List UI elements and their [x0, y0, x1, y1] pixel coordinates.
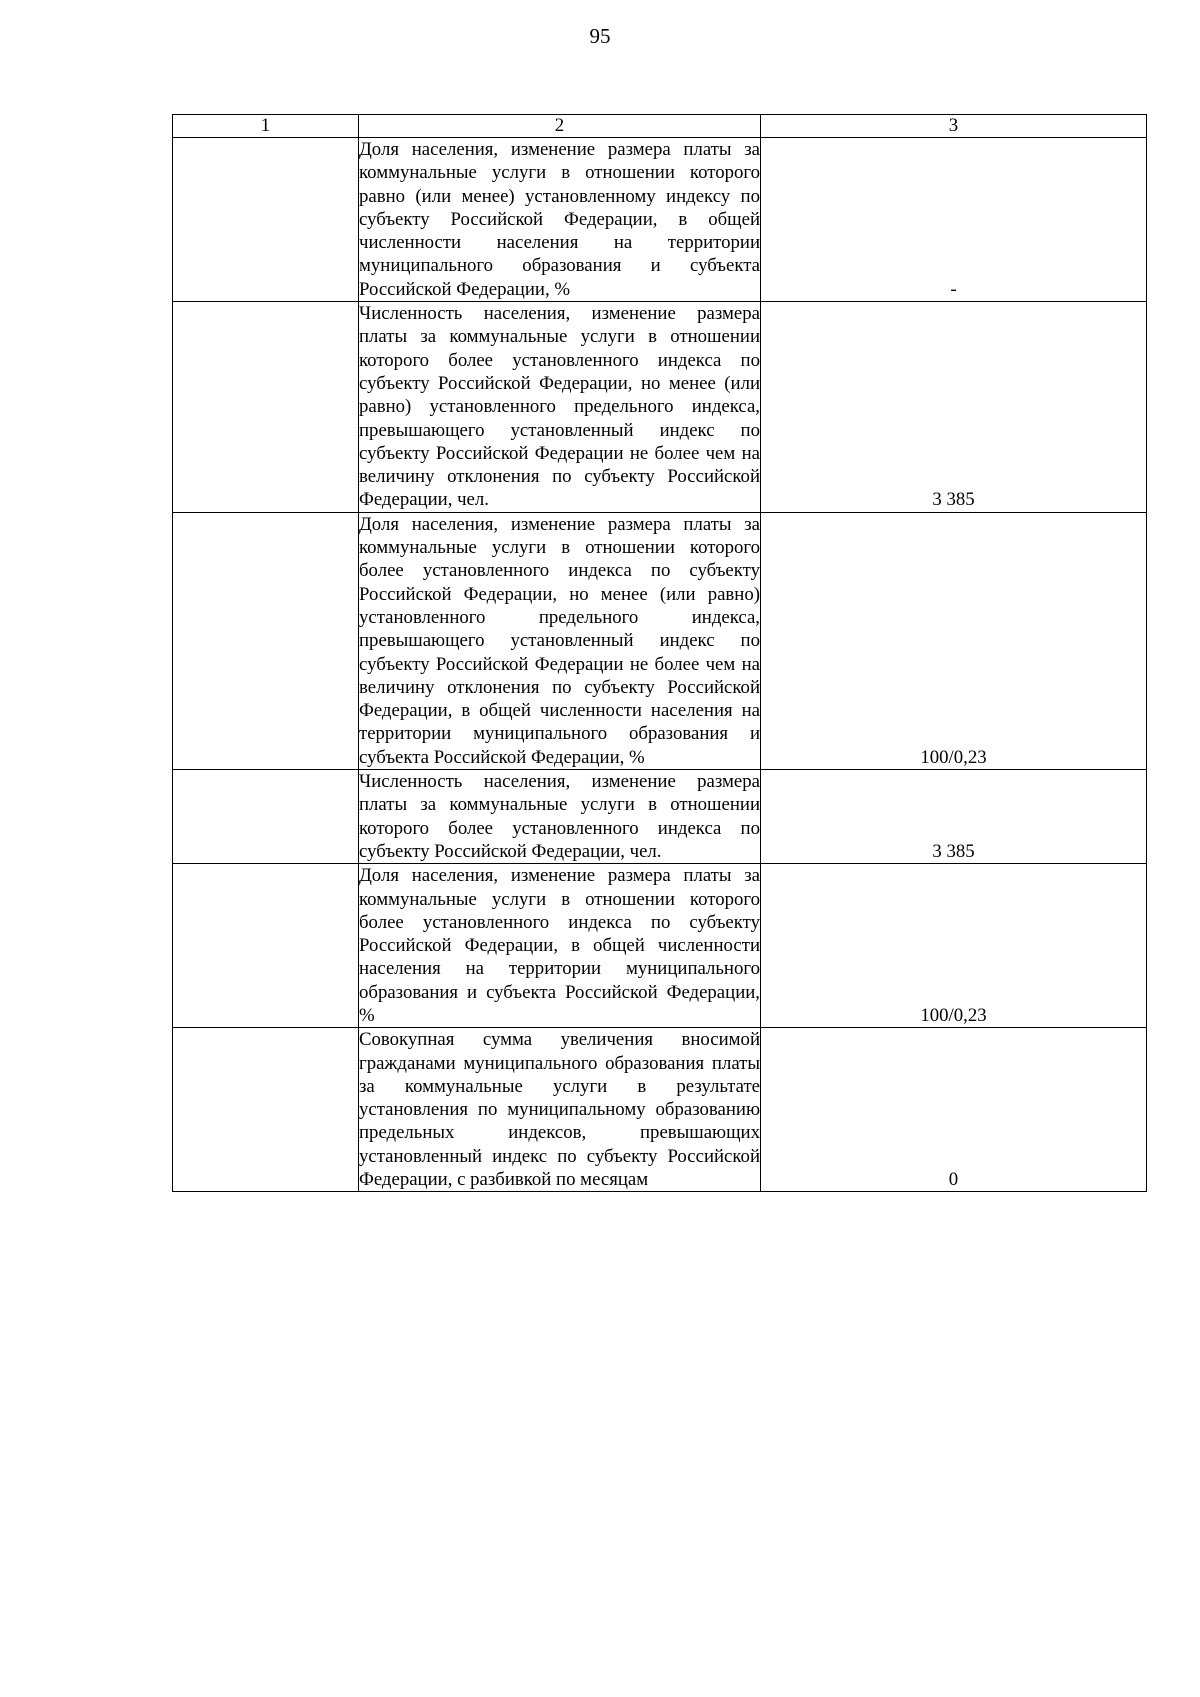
row-col1-cell — [173, 138, 359, 302]
indicator-value: 100/0,23 — [761, 512, 1147, 769]
indicator-description: Численность населения, изменение размера платы за коммунальные услуги в отношении которого более установленного индекса по субъекту Российской Федерации, чел. — [359, 771, 760, 862]
indicator-value: 0 — [761, 1028, 1147, 1192]
indicator-description: Совокупная сумма увеличения вносимой гражданами муниципального образования платы за коммунальные услуги в результате установления по муниципальному образованию предельных индексов, превышающих установленный индекс по субъекту Российской Федерации, с разбивкой по месяцам — [359, 1029, 760, 1191]
indicator-description: Численность населения, изменение размера платы за коммунальные услуги в отношении которого более установленного индекса по субъекту Российской Федерации, но менее (или равно) установленного предельного индекса, превышающего установленный индекс по субъекту Российской Федерации не более чем на величину отклонения по субъекту Российской Федерации, чел. — [359, 303, 760, 511]
indicator-value: 3 385 — [761, 770, 1147, 864]
table-row — [173, 302, 1147, 513]
column-header-1: 1 — [173, 115, 359, 138]
row-col1-cell — [173, 770, 359, 864]
indicators-table — [172, 114, 1147, 1192]
row-col1-cell — [173, 1028, 359, 1192]
page-number: 95 — [589, 24, 611, 48]
table-header-row — [173, 115, 1147, 138]
indicator-description: Доля населения, изменение размера платы за коммунальные услуги в отношении которого равно (или менее) установленному индексу по субъекту Российской Федерации, в общей численности населения на территории муниципального образования и субъекта Российской Федерации, % — [359, 139, 760, 300]
table-row — [173, 138, 1147, 302]
row-col1-cell — [173, 512, 359, 769]
column-header-3: 3 — [761, 115, 1147, 138]
column-header-2: 2 — [359, 115, 761, 138]
table-row — [173, 1028, 1147, 1192]
row-col1-cell — [173, 864, 359, 1028]
indicator-value: - — [761, 138, 1147, 302]
indicator-description: Доля населения, изменение размера платы за коммунальные услуги в отношении которого более установленного индекса по субъекту Российской Федерации, в общей численности населения на территории муниципального образования и субъекта Российской Федерации, % — [359, 865, 760, 1026]
table-row — [173, 864, 1147, 1028]
indicator-value: 100/0,23 — [761, 864, 1147, 1028]
table-row — [173, 512, 1147, 769]
indicator-value: 3 385 — [761, 302, 1147, 513]
table-row — [173, 770, 1147, 864]
row-col1-cell — [173, 302, 359, 513]
indicator-description: Доля населения, изменение размера платы за коммунальные услуги в отношении которого более установленного индекса по субъекту Российской Федерации, но менее (или равно) установленного предельного индекса, превышающего установленный индекс по субъекту Российской Федерации не более чем на величину отклонения по субъекту Российской Федерации, в общей численности населения на территории муниципального образования и субъекта Российской Федерации, % — [359, 513, 760, 768]
